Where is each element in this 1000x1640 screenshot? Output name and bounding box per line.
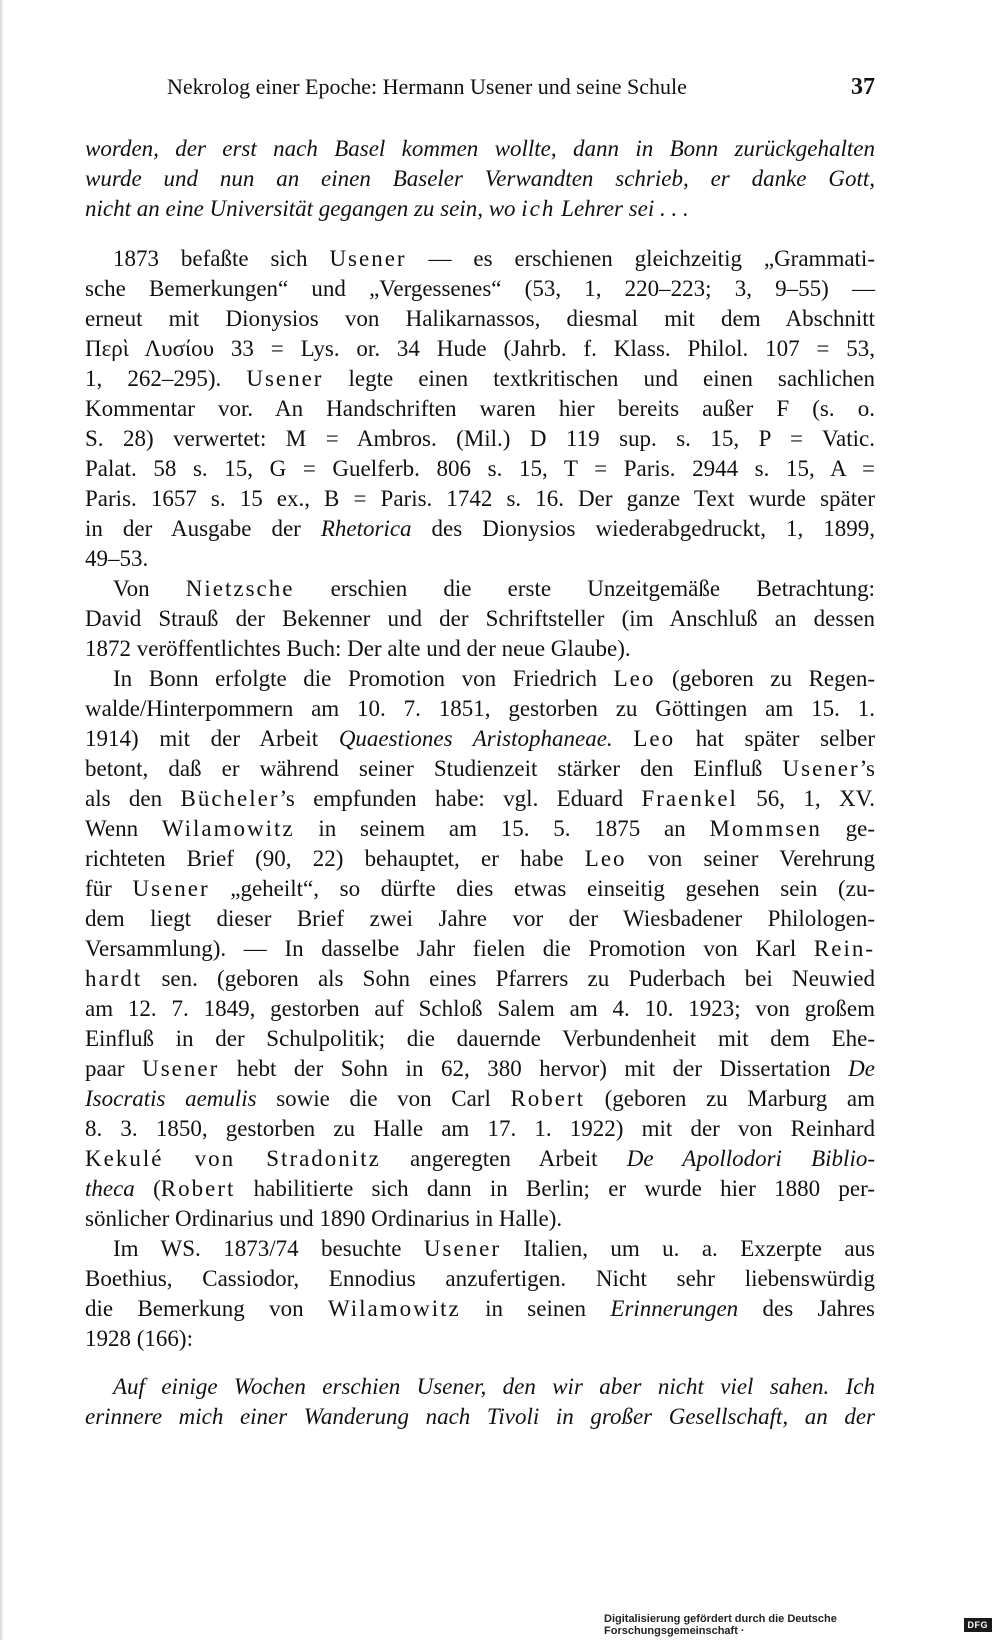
text-line — [85, 394, 875, 424]
text-run: walde/Hinterpommern am 10. 7. 1851, gestorben zu Göttingen am 15. 1. — [85, 696, 875, 721]
text-line — [85, 424, 875, 454]
dfg-logo: DFG — [964, 1618, 993, 1632]
text-run: theca — [85, 1176, 135, 1201]
text-line — [85, 454, 875, 484]
text-run: Rein- — [813, 936, 875, 961]
text-run: Wilamowitz — [327, 1296, 461, 1321]
text-run: Erinnerungen — [610, 1296, 739, 1321]
text-line — [85, 574, 875, 604]
text-run: in der Ausgabe der — [85, 516, 321, 541]
text-run: Wilamowitz — [161, 816, 295, 841]
text-line — [85, 994, 875, 1024]
text-run: von seiner Verehrung — [626, 846, 875, 871]
text-run: Lehrer sei . . . — [555, 196, 689, 221]
text-line — [85, 364, 875, 394]
text-run: 56, 1, XV. — [737, 786, 875, 811]
text-run: erneut mit Dionysios von Halikarnassos, diesmal mit dem Abschnitt — [85, 306, 875, 331]
text-line — [85, 514, 875, 544]
text-run: sen. (geboren als Sohn eines Pfarrers zu Puderbach bei Neuwied — [142, 966, 875, 991]
text-run: 1, 262–295). — [85, 366, 247, 391]
text-run: hardt — [85, 966, 143, 991]
text-run: 1914) mit der Arbeit — [85, 726, 339, 751]
text-line — [85, 964, 875, 994]
text-line — [85, 814, 875, 844]
text-run: Quaestiones Aristophaneae. — [338, 726, 613, 751]
text-run: ge- — [821, 816, 875, 841]
text-run: Wenn — [85, 816, 162, 841]
text-run: hat später selber — [675, 726, 875, 751]
text-line — [85, 484, 875, 514]
text-line — [85, 724, 875, 754]
text-run: Rhetorica — [320, 516, 412, 541]
text-run: (geboren zu Marburg am — [585, 1086, 875, 1111]
text-run: 1928 (166): — [85, 1326, 193, 1351]
text-run: habilitierte sich dann in Berlin; er wurde hier 1880 per- — [235, 1176, 875, 1201]
text-run: Leo — [584, 846, 627, 871]
text-run: De — [848, 1056, 875, 1081]
text-run: sowie die von Carl — [256, 1086, 511, 1111]
block-gap — [85, 1354, 875, 1372]
text-run: nicht an eine Universität gegangen zu sein, wo — [85, 196, 522, 221]
text-run: Usener — [782, 756, 860, 781]
text-run: Robert — [510, 1086, 586, 1111]
scan-edge — [0, 0, 4, 1640]
text-run: Usener — [132, 876, 210, 901]
text-line — [85, 1372, 875, 1402]
text-run: Palat. 58 s. 15, G = Guelferb. 806 s. 15, T = Paris. 2944 s. 15, A = — [85, 456, 875, 481]
text-run: In Bonn erfolgte die Promotion von Friedrich — [113, 666, 614, 691]
text-line — [85, 134, 875, 164]
text-line — [85, 1144, 875, 1174]
text-run: dem liegt dieser Brief zwei Jahre vor der Wiesbadener Philologen- — [85, 906, 875, 931]
text-run: ( — [134, 1176, 161, 1201]
text-run: richteten Brief (90, 22) behauptet, er habe — [85, 846, 585, 871]
text-run: Kekulé von Stradonitz — [85, 1146, 381, 1171]
text-run — [613, 726, 634, 751]
text-run: „geheilt“, so dürfte dies etwas einseitig gesehen sein (zu- — [209, 876, 875, 901]
text-run: S. 28) verwertet: M = Ambros. (Mil.) D 119 sup. s. 15, P = Vatic. — [85, 426, 875, 451]
text-line — [85, 544, 875, 574]
text-line — [85, 1204, 875, 1234]
text-run: ’s — [859, 756, 875, 781]
text-run: Italien, um u. a. Exzerpte aus — [501, 1236, 875, 1261]
text-run: Leo — [613, 666, 656, 691]
body-text — [85, 134, 875, 1432]
running-title: Nekrolog einer Epoche: Hermann Usener und seine Schule — [167, 74, 687, 99]
text-run: ich — [521, 196, 556, 221]
text-run: Περὶ Λυσίου 33 = Lys. or. 34 Hude (Jahrb. f. Klass. Philol. 107 = 53, — [85, 336, 875, 361]
text-run: am 12. 7. 1849, gestorben auf Schloß Salem am 4. 10. 1923; von großem — [85, 996, 875, 1021]
text-line — [85, 304, 875, 334]
text-line — [85, 844, 875, 874]
text-run: Usener — [423, 1236, 502, 1261]
text-run: in seinem am 15. 5. 1875 an — [294, 816, 710, 841]
text-line — [85, 784, 875, 814]
text-run: angeregten Arbeit — [380, 1146, 627, 1171]
text-run: Auf einige Wochen erschien Usener, den wir aber nicht viel sahen. Ich — [113, 1374, 875, 1399]
text-line — [85, 1402, 875, 1432]
text-line — [85, 1024, 875, 1054]
text-run: paar — [85, 1056, 143, 1081]
text-line — [85, 934, 875, 964]
text-line — [85, 904, 875, 934]
text-run: De Apollodori Biblio- — [626, 1146, 875, 1171]
text-run: Von — [113, 576, 186, 601]
text-run: des Dionysios wiederabgedruckt, 1, 1899, — [411, 516, 875, 541]
text-run: erinnere mich einer Wanderung nach Tivoli in großer Gesellschaft, an der — [85, 1404, 875, 1429]
digitization-credit — [604, 1613, 992, 1637]
text-run: Fraenkel — [641, 786, 738, 811]
text-run: hebt der Sohn in 62, 380 hervor) mit der Dissertation — [219, 1056, 849, 1081]
text-line — [85, 754, 875, 784]
text-run: Nietzsche — [185, 576, 295, 601]
text-run: Isocratis aemulis — [85, 1086, 257, 1111]
text-run: ’s empfunden habe: vgl. Eduard — [279, 786, 642, 811]
text-run: Bücheler — [180, 786, 280, 811]
running-header — [167, 74, 875, 108]
text-run: wurde und nun an einen Baseler Verwandten schrieb, er danke Gott, — [85, 166, 875, 191]
text-run: Robert — [160, 1176, 236, 1201]
text-run: des Jahres — [738, 1296, 875, 1321]
block-gap — [85, 224, 875, 244]
page-number: 37 — [851, 74, 875, 100]
text-line — [85, 334, 875, 364]
text-run: als den — [85, 786, 181, 811]
text-run: (geboren zu Regen- — [655, 666, 875, 691]
text-line — [85, 164, 875, 194]
text-line — [85, 1084, 875, 1114]
text-line — [85, 1264, 875, 1294]
text-run: 49–53. — [85, 546, 149, 571]
text-run: Usener — [142, 1056, 220, 1081]
text-run: Kommentar vor. An Handschriften waren hier bereits außer F (s. o. — [85, 396, 875, 421]
text-run: erschien die erste Unzeitgemäße Betrachtung: — [294, 576, 875, 601]
text-run: betont, daß er während seiner Studienzeit stärker den Einfluß — [85, 756, 783, 781]
text-line — [85, 1174, 875, 1204]
text-line — [85, 194, 875, 224]
text-run: für — [85, 876, 133, 901]
credit-text: Digitalisierung gefördert durch die Deutsche Forschungsgemeinschaft · — [604, 1613, 837, 1637]
text-line — [85, 1234, 875, 1264]
text-run: Paris. 1657 s. 15 ex., B = Paris. 1742 s. 16. Der ganze Text wurde später — [85, 486, 875, 511]
text-run: 1872 veröffentlichtes Buch: Der alte und der neue Glaube). — [85, 636, 631, 661]
text-run: Versammlung). — In dasselbe Jahr fielen die Promotion von Karl — [85, 936, 814, 961]
text-line — [85, 1054, 875, 1084]
text-run: Leo — [633, 726, 676, 751]
text-run: Einfluß in der Schulpolitik; die dauernde Verbundenheit mit dem Ehe- — [85, 1026, 875, 1051]
text-run: Usener — [246, 366, 324, 391]
text-run: sche Bemerkungen“ und „Vergessenes“ (53, 1, 220–223; 3, 9–55) — — [85, 276, 875, 301]
text-line — [85, 1324, 875, 1354]
text-run: in seinen — [460, 1296, 611, 1321]
text-run: die Bemerkung von — [85, 1296, 328, 1321]
text-line — [85, 664, 875, 694]
text-line — [85, 604, 875, 634]
text-line — [85, 1294, 875, 1324]
text-line — [85, 874, 875, 904]
text-run: Im WS. 1873/74 besuchte — [113, 1236, 424, 1261]
text-run: Boethius, Cassiodor, Ennodius anzufertigen. Nicht sehr liebenswürdig — [85, 1266, 875, 1291]
text-line — [85, 1114, 875, 1144]
text-run: David Strauß der Bekenner und der Schriftsteller (im Anschluß an dessen — [85, 606, 875, 631]
text-run: Mommsen — [709, 816, 822, 841]
text-run: legte einen textkritischen und einen sachlichen — [323, 366, 875, 391]
text-run: 8. 3. 1850, gestorben zu Halle am 17. 1. 1922) mit der von Reinhard — [85, 1116, 875, 1141]
text-run: — es erschienen gleichzeitig „Grammati- — [406, 246, 875, 271]
text-run: sönlicher Ordinarius und 1890 Ordinarius in Halle). — [85, 1206, 563, 1231]
text-run: Usener — [329, 246, 407, 271]
text-run: 1873 befaßte sich — [113, 246, 330, 271]
text-run: worden, der erst nach Basel kommen wollte, dann in Bonn zurückgehalten — [85, 136, 875, 161]
text-line — [85, 244, 875, 274]
text-line — [85, 634, 875, 664]
text-line — [85, 694, 875, 724]
text-line — [85, 274, 875, 304]
